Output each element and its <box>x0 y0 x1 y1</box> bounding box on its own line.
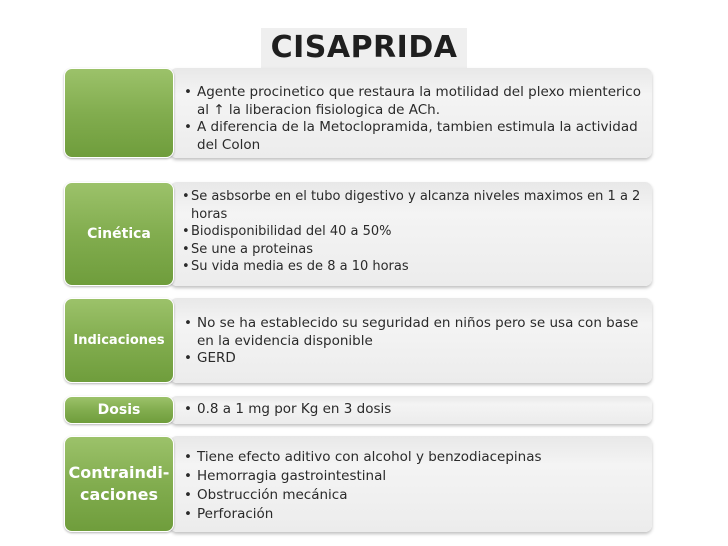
bullet-item: • Obstrucción mecánica <box>182 486 646 505</box>
section-content <box>182 84 646 154</box>
bullet-item: • 0.8 a 1 mg por Kg en 3 dosis <box>182 401 646 419</box>
bullet-item: • A diferencia de la Metoclopramida, tambien estimula la actividad del Colon <box>182 119 646 154</box>
bullet-item: • Hemorragia gastrointestinal <box>182 467 646 486</box>
section-label <box>64 298 174 383</box>
section-description <box>64 68 652 158</box>
section-label-text: Dosis <box>97 402 141 418</box>
section-content <box>182 315 646 368</box>
bullet-item: • Biodisponibilidad del 40 a 50% <box>182 223 646 241</box>
bullet-item: • No se ha establecido su seguridad en niños pero se usa con base en la evidencia disponible <box>182 315 646 350</box>
section-label <box>64 68 174 158</box>
bullet-item: • Tiene efecto aditivo con alcohol y benzodiacepinas <box>182 448 646 467</box>
section-content <box>182 188 646 276</box>
bullet-item: • Se une a proteinas <box>182 241 646 259</box>
section-label-text: Contraindi- caciones <box>68 463 170 504</box>
section-dosis <box>64 396 652 424</box>
section-label <box>64 436 174 532</box>
title-area <box>0 28 728 68</box>
section-label-text: Cinética <box>87 226 151 242</box>
section-indicaciones <box>64 298 652 383</box>
section-content <box>182 401 646 419</box>
section-label <box>64 182 174 286</box>
bullet-item: • Se asbsorbe en el tubo digestivo y alcanza niveles maximos en 1 a 2 horas <box>182 188 646 223</box>
section-label <box>64 396 174 424</box>
section-cinetica <box>64 182 652 286</box>
slide-title: CISAPRIDA <box>261 28 468 68</box>
bullet-item: • Perforación <box>182 505 646 524</box>
bullet-item: • GERD <box>182 350 646 368</box>
bullet-item: • Su vida media es de 8 a 10 horas <box>182 258 646 276</box>
section-contraindicaciones <box>64 436 652 532</box>
bullet-item: • Agente procinetico que restaura la motilidad del plexo mienterico al ↑ la liberacion fisiologica de ACh. <box>182 84 646 119</box>
section-label-text: Indicaciones <box>73 333 165 348</box>
section-content <box>182 448 646 524</box>
